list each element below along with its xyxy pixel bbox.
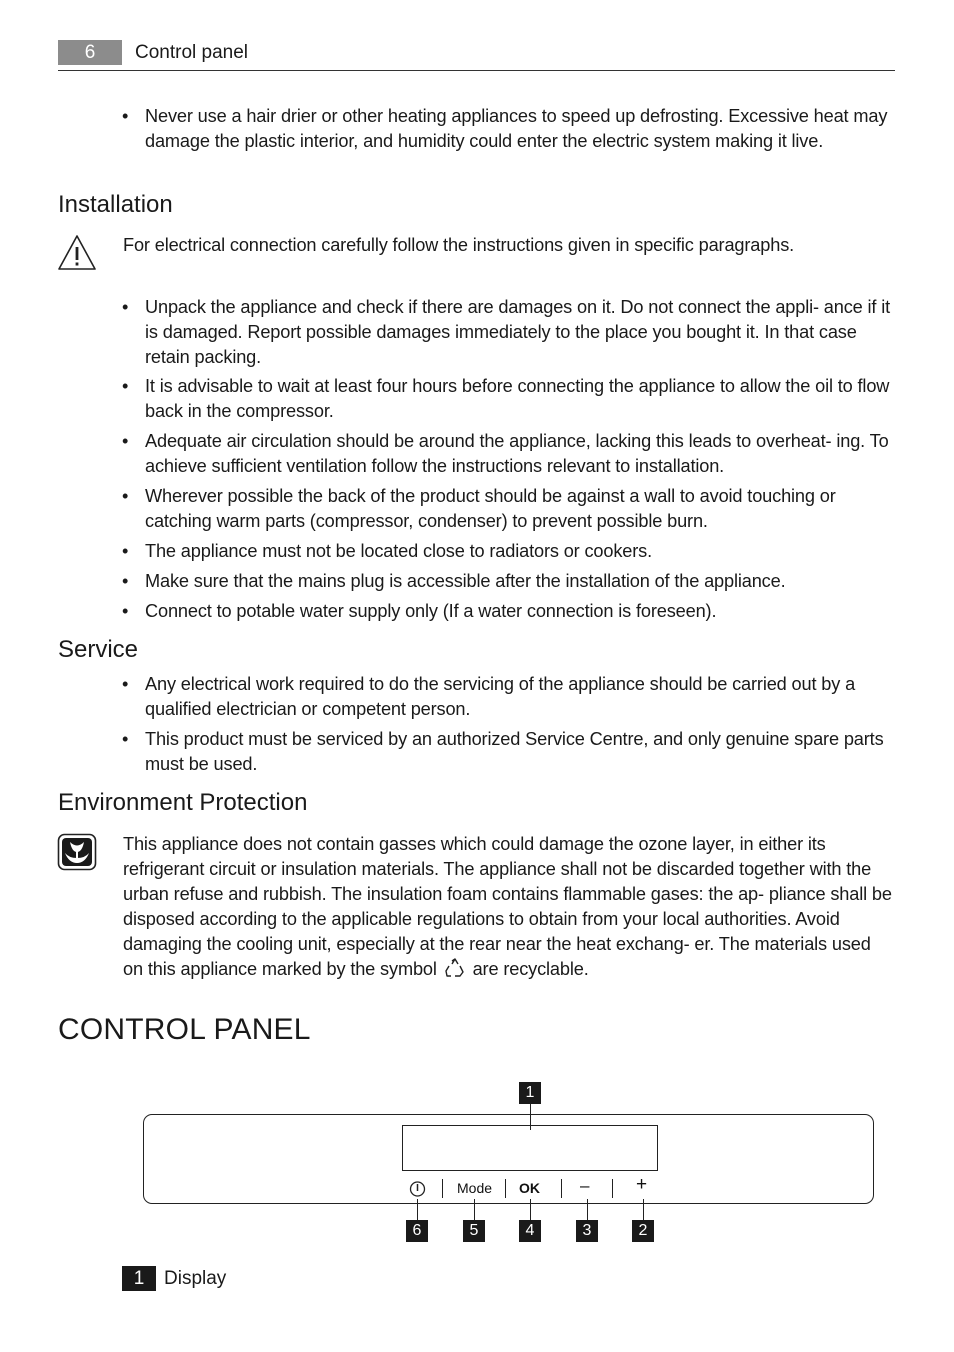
list-item: • Adequate air circulation should be around the appliance, lacking this leads to overheat- ing. To achieve sufficient ventilation follow the instructions relevant to installation. xyxy=(122,429,897,479)
header-rule xyxy=(58,70,895,71)
list-item: • Connect to potable water supply only (If a water connection is foreseen). xyxy=(122,599,897,624)
environment-text-end: are recyclable. xyxy=(472,959,589,979)
environment-text xyxy=(123,832,893,986)
button-separator xyxy=(612,1179,613,1198)
ok-button[interactable]: OK xyxy=(519,1180,540,1196)
running-header-title: Control panel xyxy=(135,42,249,63)
section-heading-installation: Installation xyxy=(58,191,173,218)
power-icon xyxy=(408,1179,427,1198)
list-item: • Make sure that the mains plug is accessible after the installation of the appliance. xyxy=(122,569,897,594)
page-heading-control-panel: CONTROL PANEL xyxy=(58,1013,311,1046)
power-button[interactable] xyxy=(408,1179,427,1198)
list-item: • Any electrical work required to do the servicing of the appliance should be carried out by a qualified electrician or competent person. xyxy=(122,672,897,722)
section-heading-environment: Environment Protection xyxy=(58,789,308,816)
list-item: • Unpack the appliance and check if there are damages on it. Do not connect the appli- ance if it is damaged. Report possible damages immediately to the place you bought it. In that case retain packing. xyxy=(122,295,897,370)
button-separator xyxy=(505,1179,506,1198)
installation-warning-text: For electrical connection carefully follow the instructions given in specific paragraphs. xyxy=(123,235,795,255)
bullet-text: The appliance must not be located close to radiators or cookers. xyxy=(145,541,653,561)
mode-button[interactable]: Mode xyxy=(457,1180,493,1196)
bullet-text: This product must be serviced by an authorized Service Centre, and only genuine spare parts must be used. xyxy=(145,729,884,774)
callout-line xyxy=(530,1199,531,1221)
callout-line xyxy=(587,1199,588,1221)
callout-2: 2 xyxy=(632,1220,654,1242)
list-item: • Never use a hair drier or other heating appliances to speed up defrosting. Excessive heat may damage the plastic interior, and humidity could enter the electric system making it live. xyxy=(122,104,897,179)
legend-number: 1 xyxy=(122,1266,156,1291)
callout-5: 5 xyxy=(463,1220,485,1242)
bullet-text: Connect to potable water supply only (If a water connection is foreseen). xyxy=(145,601,717,621)
callout-line xyxy=(474,1199,475,1221)
bullet-text: Never use a hair drier or other heating appliances to speed up defrosting. Excessive heat may damage the plastic interior, and humidity could enter the electric system making it live. xyxy=(145,106,888,151)
environment-hands-icon xyxy=(57,833,97,871)
list-item: • The appliance must not be located close to radiators or cookers. xyxy=(122,539,897,564)
bullet-text: Any electrical work required to do the servicing of the appliance should be carried out by a qualified electrician or competent person. xyxy=(145,674,856,719)
list-item: • Wherever possible the back of the product should be against a wall to avoid touching or catching warm parts (compressor, condenser) to prevent possible burn. xyxy=(122,484,897,534)
environment-text-main: This appliance does not contain gasses which could damage the ozone layer, in either its refrigerant circuit or insulation materials. The appliance shall not be discarded together with the urban refuse and rubbish. The insulation foam contains flammable gases: the ap- pliance shall be disposed according to the applicable regulations to obtain from your local authorities. Avoid damaging the cooling unit, especially at the rear near the heat exchang- er. The materials used on this appliance marked by the symbol xyxy=(123,834,892,979)
bullet-text: Unpack the appliance and check if there are damages on it. Do not connect the appli- ance if it is damaged. Report possible damages immediately to the place you bought it. In that case retain packing. xyxy=(145,297,891,367)
minus-button[interactable]: – xyxy=(580,1176,590,1195)
callout-4: 4 xyxy=(519,1220,541,1242)
callout-line xyxy=(530,1104,531,1130)
button-separator xyxy=(442,1179,443,1198)
callout-3: 3 xyxy=(576,1220,598,1242)
section-heading-service: Service xyxy=(58,636,139,663)
page-number: 6 xyxy=(58,40,122,65)
list-item: • This product must be serviced by an authorized Service Centre, and only genuine spare parts must be used. xyxy=(122,727,897,777)
warning-triangle-icon xyxy=(57,234,97,272)
callout-line xyxy=(417,1199,418,1221)
callout-6: 6 xyxy=(406,1220,428,1242)
plus-button[interactable]: + xyxy=(636,1174,648,1195)
recycle-icon xyxy=(444,957,466,986)
button-separator xyxy=(561,1179,562,1198)
display-area xyxy=(402,1125,658,1171)
bullet-text: It is advisable to wait at least four hours before connecting the appliance to allow the oil to flow back in the compressor. xyxy=(145,376,890,421)
legend-label: Display xyxy=(164,1268,227,1289)
list-item: • It is advisable to wait at least four hours before connecting the appliance to allow the oil to flow back in the compressor. xyxy=(122,374,897,424)
bullet-text: Wherever possible the back of the product should be against a wall to avoid touching or catching warm parts (compressor, condenser) to prevent possible burn. xyxy=(145,486,836,531)
bullet-text: Make sure that the mains plug is accessible after the installation of the appliance. xyxy=(145,571,786,591)
callout-line xyxy=(643,1199,644,1221)
callout-1: 1 xyxy=(519,1082,541,1104)
bullet-text: Adequate air circulation should be around the appliance, lacking this leads to overheat- ing. To achieve sufficient ventilation follow the instructions relevant to installation. xyxy=(145,431,889,476)
